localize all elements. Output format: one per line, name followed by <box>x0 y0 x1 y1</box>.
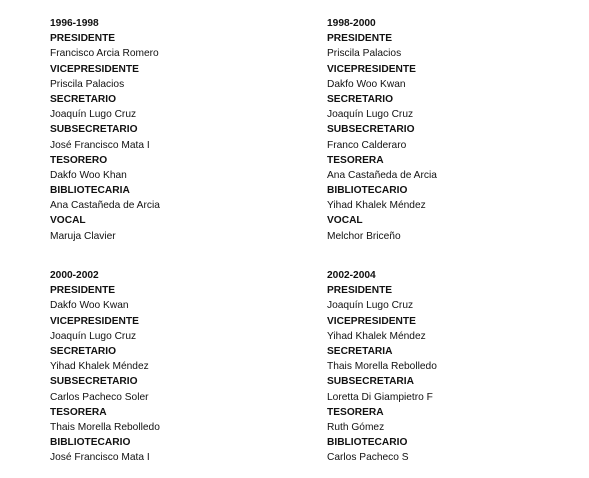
role-name: Carlos Pacheco S <box>327 452 409 464</box>
role-title: VOCAL <box>50 215 86 227</box>
role-name: Ana Castañeda de Arcia <box>327 169 437 181</box>
role-title: SUBSECRETARIO <box>50 124 138 136</box>
period-heading: 2002-2004 <box>327 270 376 281</box>
period-heading: 1998-2000 <box>327 18 376 29</box>
role-name: Yihad Khalek Méndez <box>327 200 426 212</box>
role-name: José Francisco Mata I <box>50 452 150 464</box>
role-title: SUBSECRETARIA <box>327 376 414 388</box>
role-title: TESORERA <box>50 406 107 418</box>
role-name: Dakfo Woo Kwan <box>50 300 129 312</box>
role-title: VICEPRESIDENTE <box>327 63 416 75</box>
role-name: Ana Castañeda de Arcia <box>50 200 160 212</box>
role-name: Priscila Palacios <box>327 48 402 60</box>
board-2000-2002 <box>50 268 290 465</box>
role-name: Priscila Palacios <box>50 78 125 90</box>
role-title: BIBLIOTECARIA <box>50 185 130 197</box>
period-heading: 1996-1998 <box>50 18 99 29</box>
role-title: BIBLIOTECARIO <box>50 437 131 449</box>
role-name: Francisco Arcia Romero <box>50 48 159 60</box>
role-title: PRESIDENTE <box>327 33 393 45</box>
role-name: Joaquín Lugo Cruz <box>327 109 414 121</box>
role-title: VICEPRESIDENTE <box>50 63 139 75</box>
role-title: SECRETARIO <box>50 345 117 357</box>
board-1996-1998 <box>50 16 290 244</box>
role-name: Yihad Khalek Méndez <box>50 361 149 373</box>
board-2002-2004 <box>327 268 567 465</box>
role-title: VICEPRESIDENTE <box>327 315 416 327</box>
role-title: SECRETARIO <box>327 93 394 105</box>
role-title: TESORERO <box>50 154 108 166</box>
role-name: Yihad Khalek Méndez <box>327 330 426 342</box>
role-name: Melchor Briceño <box>327 230 401 242</box>
board-1998-2000 <box>327 16 567 244</box>
role-name: José Francisco Mata I <box>50 139 150 151</box>
role-name: Ruth Gómez <box>327 421 385 433</box>
role-name: Joaquín Lugo Cruz <box>327 300 414 312</box>
role-title: TESORERA <box>327 406 384 418</box>
role-name: Franco Calderaro <box>327 139 407 151</box>
role-title: VICEPRESIDENTE <box>50 315 139 327</box>
role-title: TESORERA <box>327 154 384 166</box>
role-title: SUBSECRETARIO <box>327 124 415 136</box>
role-name: Dakfo Woo Khan <box>50 169 127 181</box>
role-title: BIBLIOTECARIO <box>327 437 408 449</box>
role-name: Joaquín Lugo Cruz <box>50 330 137 342</box>
role-title: BIBLIOTECARIO <box>327 185 408 197</box>
role-name: Loretta Di Giampietro F <box>327 391 433 403</box>
role-name: Carlos Pacheco Soler <box>50 391 149 403</box>
role-title: PRESIDENTE <box>327 285 393 297</box>
role-name: Thais Morella Rebolledo <box>327 361 437 373</box>
role-title: PRESIDENTE <box>50 33 116 45</box>
role-name: Dakfo Woo Kwan <box>327 78 406 90</box>
role-title: SECRETARIA <box>327 345 393 357</box>
role-title: VOCAL <box>327 215 363 227</box>
role-title: SUBSECRETARIO <box>50 376 138 388</box>
role-name: Thais Morella Rebolledo <box>50 421 160 433</box>
role-title: SECRETARIO <box>50 93 117 105</box>
role-name: Maruja Clavier <box>50 230 116 242</box>
role-title: PRESIDENTE <box>50 285 116 297</box>
role-name: Joaquín Lugo Cruz <box>50 109 137 121</box>
period-heading: 2000-2002 <box>50 270 99 281</box>
